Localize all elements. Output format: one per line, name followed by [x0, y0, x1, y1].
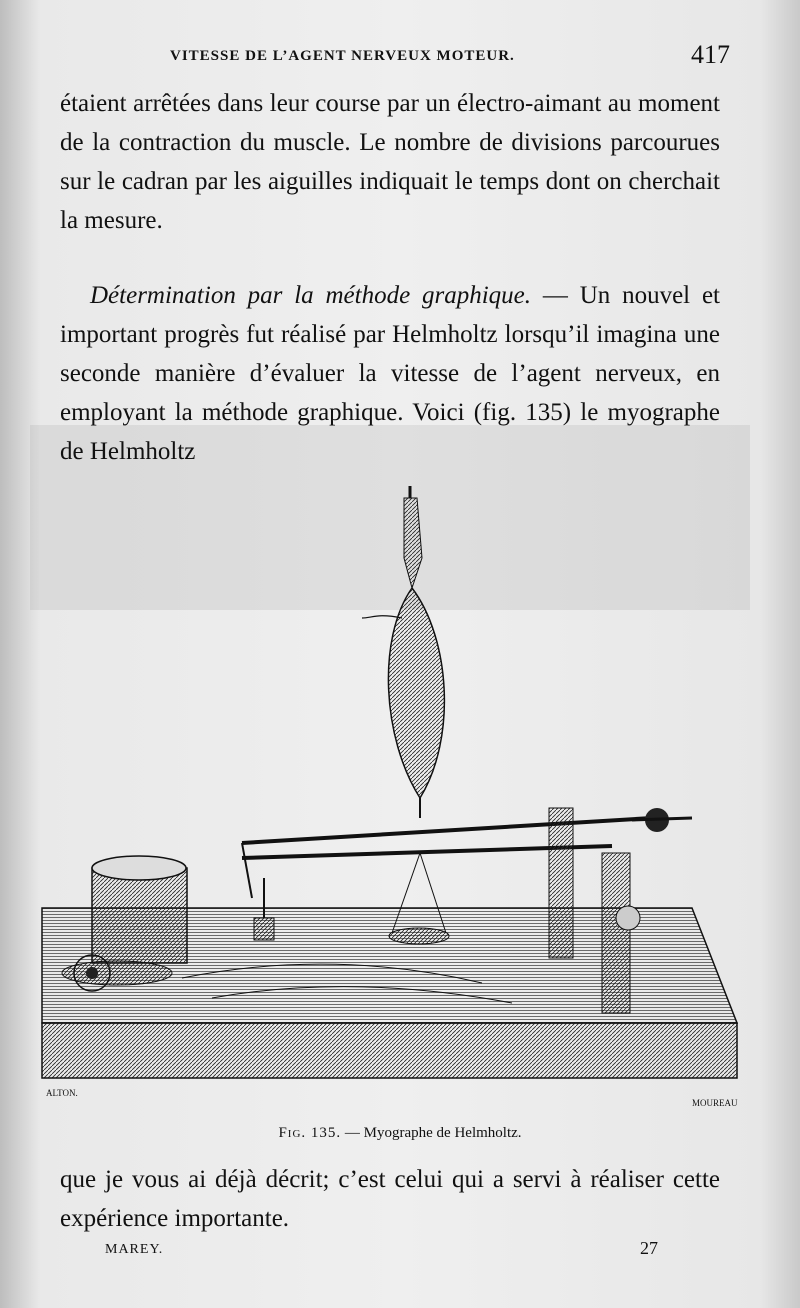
- figure-label: Fig. 135.: [278, 1125, 342, 1141]
- weight-pan: [389, 853, 449, 944]
- paragraph-3: [60, 1160, 720, 1238]
- page-header: [60, 40, 730, 78]
- paragraph-1: [60, 84, 720, 240]
- running-title: VITESSE DE L’AGENT NERVEUX MOTEUR.: [170, 48, 515, 64]
- footer-sheet-number: 27: [640, 1238, 658, 1258]
- paragraph-2: [60, 276, 720, 471]
- paragraph-3-text: que je vous ai déjà décrit; c’est celui qui a servi à réaliser cette expérience importante.: [60, 1166, 720, 1232]
- engraver-signature-left: ALTON.: [46, 1088, 78, 1098]
- myograph-engraving: [32, 478, 752, 1118]
- section-lead: Détermination par la méthode graphique.: [90, 282, 532, 309]
- muscle-and-clamp: [362, 486, 444, 818]
- page-number: 417: [691, 40, 730, 69]
- footer-signature: MAREY.: [105, 1242, 164, 1257]
- paragraph-2-body: — Un nouvel et important progrès fut réalisé par Helmholtz lorsqu’il imagina une seconde manière d’évaluer la vitesse de l’agent nerveux, en employant la méthode graphique. Voici (fig. 135) le myographe de Helmholtz: [60, 282, 720, 465]
- paragraph-2-text: [60, 276, 720, 471]
- figure-caption-text: — Myographe de Helmholtz.: [341, 1125, 522, 1141]
- engraver-signature-right: MOUREAU: [692, 1098, 738, 1108]
- figure-caption: [0, 1125, 800, 1142]
- paragraph-1-text: étaient arrêtées dans leur course par un électro-aimant au moment de la contraction du muscle. Le nombre de divisions parcourues sur le cadran par les aiguilles indiquait le temps dont on cherchait la mesure.: [60, 90, 720, 234]
- figure-135: [32, 478, 752, 1118]
